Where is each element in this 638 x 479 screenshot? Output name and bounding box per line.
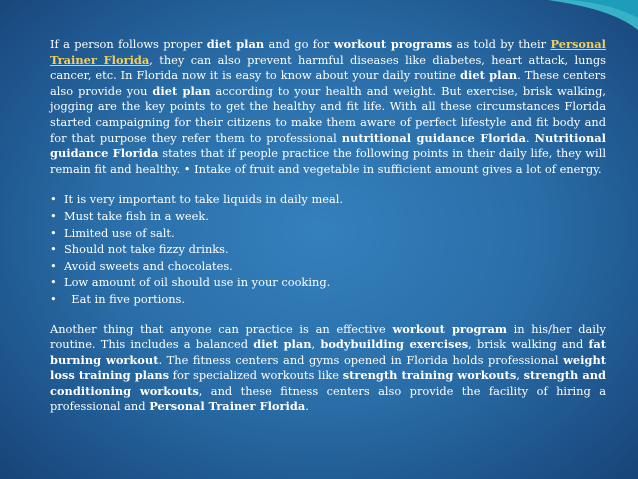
bold-keyword: strength and conditioning workouts	[50, 368, 606, 398]
bullet-dot-icon: •	[50, 225, 57, 240]
text-run: states that if people practice the following points in their daily life, they will remain fit and healthy. • Intake of fruit and vegetable in sufficient amount gives a lot of energy.	[50, 146, 606, 176]
bullet-text: Must take fish in a week.	[64, 208, 209, 223]
bullet-dot-icon: •	[50, 275, 57, 290]
text-run: in his/her daily routine. This includes a balanced	[50, 321, 606, 352]
bullet-item	[50, 225, 606, 242]
bullet-text: Avoid sweets and chocolates.	[64, 258, 233, 273]
bullet-text: Low amount of oil should use in your cooking.	[64, 275, 331, 290]
bold-keyword: Nutritional guidance Florida	[50, 130, 606, 161]
personal-trainer-florida-link[interactable]: Personal Trainer Florida	[50, 37, 606, 67]
bullet-item	[50, 241, 606, 258]
bullet-item	[50, 258, 606, 275]
bold-keyword: workout programs	[333, 37, 453, 51]
bold-keyword: weight loss training plans	[50, 352, 606, 383]
text-run: .	[525, 130, 535, 145]
text-run: . The fitness centers and gyms opened in Florida holds professional	[158, 352, 564, 367]
text-run: , and these fitness centers also provide the facility of hiring a professional and	[50, 383, 606, 414]
text-run: according to your health and weight. But exercise, brisk walking, jogging are the key points to get the healthy and fit life. With all these circumstances Florida started campaigning for their citizens to make them aware of perfect lifestyle and fit body and for that purpose they refer them to professional	[50, 83, 606, 145]
bullet-dot-icon: •	[50, 242, 57, 257]
bullet-text: Should not take fizzy drinks.	[64, 242, 229, 257]
text-run: If a person follows proper	[50, 37, 207, 51]
bullet-dot-icon: •	[50, 291, 57, 306]
bold-keyword: diet plan	[253, 337, 312, 352]
bold-keyword: diet plan	[206, 37, 265, 51]
text-run: for specialized workouts like	[169, 368, 343, 383]
bold-keyword: diet plan	[460, 68, 518, 83]
tips-bullet-list	[50, 191, 606, 307]
bullet-item	[50, 208, 606, 225]
paragraph-intro	[50, 37, 606, 177]
bullet-text: It is very important to take liquids in daily meal.	[64, 192, 344, 207]
text-run: , they can also prevent harmful diseases like diabetes, heart attack, lungs cancer, etc. In Florida now it is easy to know about your daily routine	[50, 52, 606, 83]
bold-keyword: nutritional guidance Florida	[341, 130, 526, 145]
text-run: . These centers also provide you	[50, 68, 606, 98]
text-run: , brisk walking and	[468, 337, 589, 352]
bullet-dot-icon: •	[50, 208, 57, 223]
bold-keyword: diet plan	[152, 83, 211, 98]
bold-keyword: fat burning workout	[50, 337, 606, 367]
bullet-item	[50, 274, 606, 291]
text-run: as told by their	[452, 37, 551, 51]
slide-text-body	[50, 37, 606, 415]
bullet-dot-icon: •	[50, 192, 57, 207]
text-run: ,	[311, 337, 321, 352]
paragraph-workout	[50, 322, 606, 416]
bold-keyword: workout program	[392, 321, 507, 336]
bullet-text: Limited use of salt.	[64, 225, 175, 240]
bold-keyword: bodybuilding exercises	[320, 337, 469, 352]
bold-keyword: Personal Trainer Florida	[149, 399, 306, 414]
bullet-text: Eat in five portions.	[64, 291, 186, 306]
bullet-dot-icon: •	[50, 258, 57, 273]
text-run: and go for	[264, 37, 334, 51]
text-run: Another thing that anyone can practice is an effective	[50, 321, 393, 336]
bold-keyword: strength training workouts	[342, 368, 517, 383]
text-run: .	[305, 399, 309, 414]
text-run: ,	[516, 368, 524, 383]
bullet-item	[50, 191, 606, 208]
bullet-item	[50, 291, 606, 308]
corner-wave-decoration	[548, 0, 638, 36]
